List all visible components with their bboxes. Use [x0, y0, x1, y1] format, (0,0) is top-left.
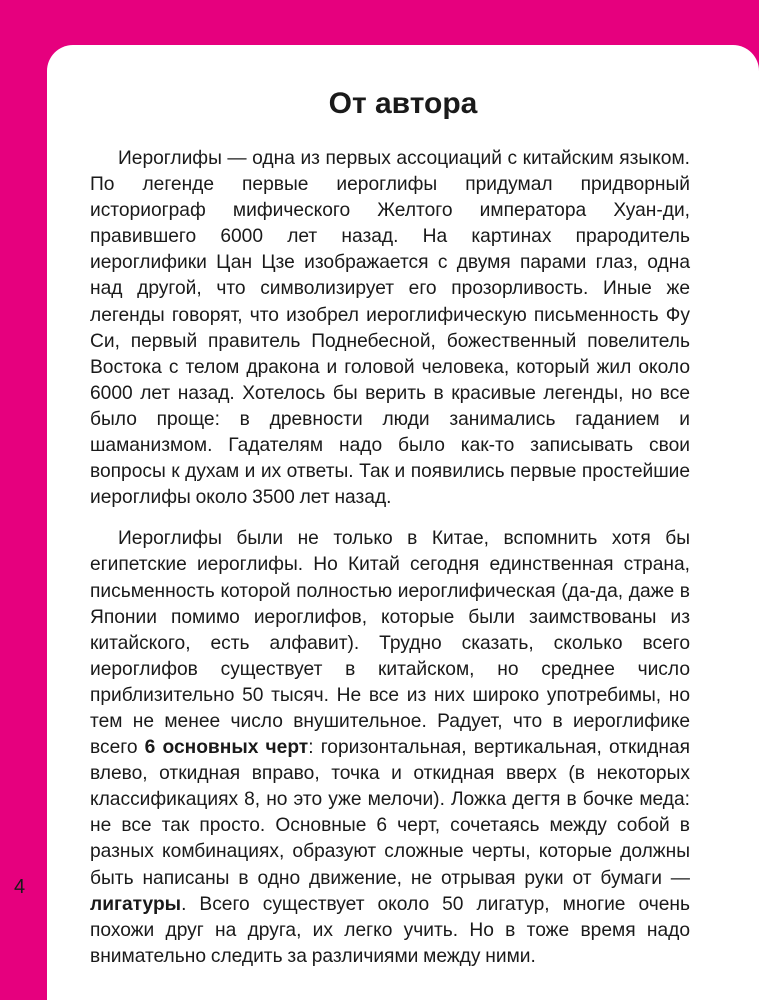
paragraph-2-text-1: Иероглифы были не только в Китае, вспомнить хотя бы египетские иероглифы. Но Китай сегодня единственная страна, письменность которой полностью иероглифическая (да-да, даже в Японии помимо иероглифов, которые были заимствованы из китайского, есть алфавит). Трудно сказать, сколько всего иероглифов существует в китайском, но среднее число приблизительно 50 тысяч. Не все из них широко употребимы, но тем не менее число внушительное. Радует, что в иероглифике всего — [90, 528, 690, 759]
body-text — [90, 146, 690, 970]
page-sheet — [47, 45, 759, 1000]
paragraph-2 — [90, 526, 690, 970]
ligatures-term: лигатуры — [90, 893, 182, 915]
paragraph-2-text-2: : горизонтальная, вертикальная, откидная влево, откидная вправо, точка и откидная вверх (в некоторых классификациях 8, но это уже мелочи). Ложка дегтя в бочке меда: не все так просто. Основные 6 черт, сочетаясь между собой в разных комбинациях, образуют сложные черты, которые должны быть написаны в одно движение, не отрывая руки от бумаги — — [90, 737, 691, 889]
page-title: От автора — [328, 87, 478, 120]
page-number: 4 — [14, 876, 26, 898]
basic-strokes-term: 6 основных черт — [144, 737, 309, 759]
paragraph-1: Иероглифы — одна из первых ассоциаций с китайским языком. По легенде первые иероглифы придумал придворный историограф мифического Желтого императора Хуан-ди, правившего 6000 лет назад. На картинах прародитель иероглифики Цан Цзе изображается с двумя парами глаз, одна над другой, что символизирует его прозорливость. Иные же легенды говорят, что изобрел иероглифическую письменность Фу Си, первый правитель Поднебесной, божественный повелитель Востока с телом дракона и головой человека, который жил около 6000 лет назад. Хотелось бы верить в красивые легенды, но все было проще: в древности люди занимались гаданием и шаманизмом. Гадателям надо было как-то записывать свои вопросы к духам и их ответы. Так и появились первые простейшие иероглифы около 3500 лет назад. — [90, 148, 690, 509]
paragraph-2-text-3: . Всего существует около 50 лигатур, многие очень похожи друг на друга, их легко учить. Но в тоже время надо внимательно следить за различиями между ними. — [90, 893, 690, 967]
